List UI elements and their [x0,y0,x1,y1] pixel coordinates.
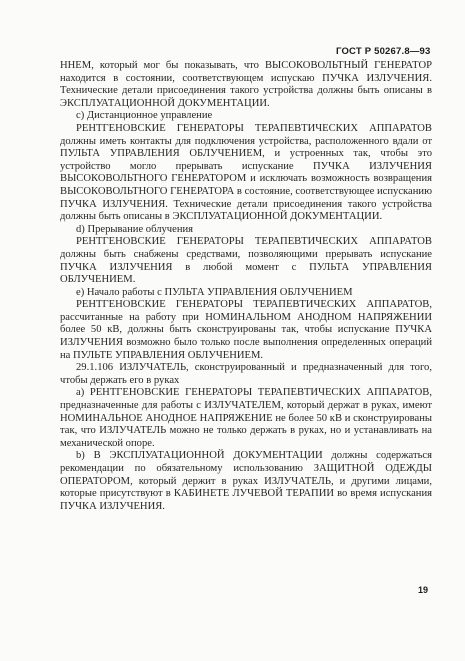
subclause-c-text: РЕНТГЕНОВСКИЕ ГЕНЕРАТОРЫ ТЕРАПЕВТИЧЕСКИХ АППАРАТОВ должны иметь контакты для подключения устройства, расположенного вдали от ПУЛЬТА УПРАВЛЕНИЯ ОБЛУЧЕНИЕМ, и устроенных так, чтобы это устройство могло прерывать испускание ПУЧКА ИЗЛУЧЕНИЯ ВЫСОКОВОЛЬТНОГО ГЕНЕРАТОРОМ и исключать возможность возвращения ВЫСОКОВОЛЬТНОГО ГЕНЕРАТОРА в состояние, соответствующее испусканию ПУЧКА ИЗЛУЧЕНИЯ. Технические детали присоединения такого устройства должны быть описаны в ЭКСПЛУАТАЦИОННОЙ ДОКУМЕНТАЦИИ. [60,122,432,223]
clause-29-1-106-item-b: b) В ЭКСПЛУАТАЦИОННОЙ ДОКУМЕНТАЦИИ должны содержаться рекомендации по обязательному использованию ЗАЩИТНОЙ ОДЕЖДЫ ОПЕРАТОРОМ, который держит в руках ИЗЛУЧАТЕЛЬ, и другими лицами, которые присутствуют в КАБИНЕТЕ ЛУЧЕВОЙ ТЕРАПИИ во время испускания ПУЧКА ИЗЛУЧЕНИЯ. [60,450,432,512]
page-number: 19 [418,585,429,595]
paragraph-continuation: ННЕМ, который мог бы показывать, что ВЫСОКОВОЛЬТНЫЙ ГЕНЕРАТОР находится в состоянии, соответствующем испускаю ПУЧКА ИЗЛУЧЕНИЯ. Технические детали присоединения такого устройства должны быть описаны в ЭКСПЛУАТАЦИОННОЙ ДОКУМЕНТАЦИИ. [60,60,432,109]
body-text [60,60,432,513]
clause-29-1-106-item-a: a) РЕНТГЕНОВСКИЕ ГЕНЕРАТОРЫ ТЕРАПЕВТИЧЕСКИХ АППАРАТОВ, предназначенные для работы с ИЗЛУЧАТЕЛЕМ, который держат в руках, имеют НОМИНАЛЬНОЕ АНОДНОЕ НАПРЯЖЕНИЕ не более 50 кВ и сконструированы так, что ИЗЛУЧАТЕЛЬ можно не только держать в руках, но и устанавливать на механической опоре. [60,387,432,449]
subclause-e-text: РЕНТГЕНОВСКИЕ ГЕНЕРАТОРЫ ТЕРАПЕВТИЧЕСКИХ АППАРАТОВ, рассчитанные на работу при НОМИНАЛЬНОМ АНОДНОМ НАПРЯЖЕНИИ более 50 кВ, должны быть сконструированы так, чтобы испускание ПУЧКА ИЗЛУЧЕНИЯ возможно было только после выполнения определенных операций на ПУЛЬТЕ УПРАВЛЕНИЯ ОБЛУЧЕНИЕМ. [60,299,432,361]
subclause-e-heading: e) Начало работы с ПУЛЬТА УПРАВЛЕНИЯ ОБЛУЧЕНИЕМ [76,286,353,298]
subclause-c-heading: c) Дистанционное управление [76,110,213,122]
subclause-d-heading: d) Прерывание облучения [76,223,194,235]
subclause-d-text: РЕНТГЕНОВСКИЕ ГЕНЕРАТОРЫ ТЕРАПЕВТИЧЕСКИХ АППАРАТОВ должны быть снабжены средствами, позволяющими прерывать испускание ПУЧКА ИЗЛУЧЕНИЯ в любой момент с ПУЛЬТА УПРАВЛЕНИЯ ОБЛУЧЕНИЕМ. [60,236,432,286]
standard-header: ГОСТ Р 50267.8—93 [336,46,431,57]
clause-29-1-106-heading: 29.1.106 ИЗЛУЧАТЕЛЬ, сконструированный и предназначенный для того, чтобы держать его в руках [60,362,432,386]
